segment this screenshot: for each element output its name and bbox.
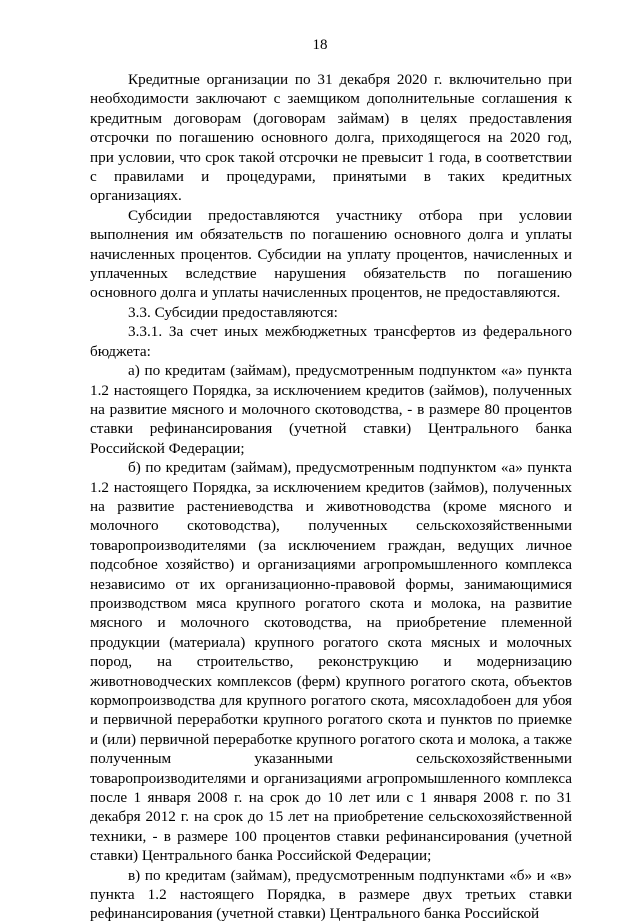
- section-3-3-heading: 3.3. Субсидии предоставляются:: [128, 303, 338, 321]
- item-a: а) по кредитам (займам), предусмотренным подпунктом «а» пункта 1.2 настоящего Порядка, за исключением кредитов (займов), полученных на развитие мясного и молочного скотоводства, - в размере 80 процентов ставки рефинансирования (учетной ставки) Центрального банка Российской Федерации;: [90, 362, 572, 457]
- section-3-3-1-heading: 3.3.1. За счет иных межбюджетных трансфертов из федерального бюджета:: [90, 323, 572, 360]
- page-number: 18: [312, 37, 328, 53]
- item-v: в) по кредитам (займам), предусмотренным подпунктами «б» и «в» пункта 1.2 настоящего Порядка, в размере двух третьих ставки рефинансирования (учетной ставки) Центрального банка Российской: [90, 866, 572, 923]
- document-body: [90, 70, 572, 924]
- paragraph-subsidy-conditions: Субсидии предоставляются участнику отбора при условии выполнения им обязательств по погашению основного долга и уплаты начисленных процентов. Субсидии на уплату процентов, начисленных и уплаченных вследствие нарушения обязательств по погашению основного долга и уплаты начисленных процентов, не предоставляются.: [90, 206, 572, 302]
- paragraph-credit-organizations: Кредитные организации по 31 декабря 2020 г. включительно при необходимости заключают с заемщиком дополнительные соглашения к кредитным договорам (договорам займам) в целях предоставления отсрочки по погашению основного долга, приходящегося на 2020 год, при условии, что срок такой отсрочки не превысит 1 года, в соответствии с правилами и процедурами, принятыми в таких кредитных организациях.: [90, 71, 572, 205]
- item-b: б) по кредитам (займам), предусмотренным подпунктом «а» пункта 1.2 настоящего Порядка, за исключением кредитов (займов), полученных на развитие растениеводства и животноводства (кроме мясного и молочного скотоводства), полученных сельскохозяйственными товаропроизводителями (за исключением граждан, ведущих личное подсобное хозяйство) и организациями агропромышленного комплекса независимо от их организационно-правовой формы, занимающимися производством мяса крупного рогатого скота и молока, на развитие мясного и молочного скотоводства, на приобретение племенной продукции (материала) крупного рогатого скота мясных и молочных пород, на строительство, реконструкцию и модернизацию животноводческих комплексов (ферм) крупного рогатого скота, объектов кормопроизводства для крупного рогатого скота, мясохладобоен для убоя и первичной переработки крупного рогатого скота и пунктов по приемке и (или) первичной переработке крупного рогатого скота и молока, а также полученным указанными сельскохозяйственными товаропроизводителями и организациями агропромышленного комплекса после 1 января 2008 г. на срок до 10 лет или с 1 января 2008 г. по 31 декабря 2012 г. на срок до 15 лет на приобретение сельскохозяйственной техники, - в размере 100 процентов ставки рефинансирования (учетной ставки) Центрального банка Российской Федерации;: [90, 459, 572, 865]
